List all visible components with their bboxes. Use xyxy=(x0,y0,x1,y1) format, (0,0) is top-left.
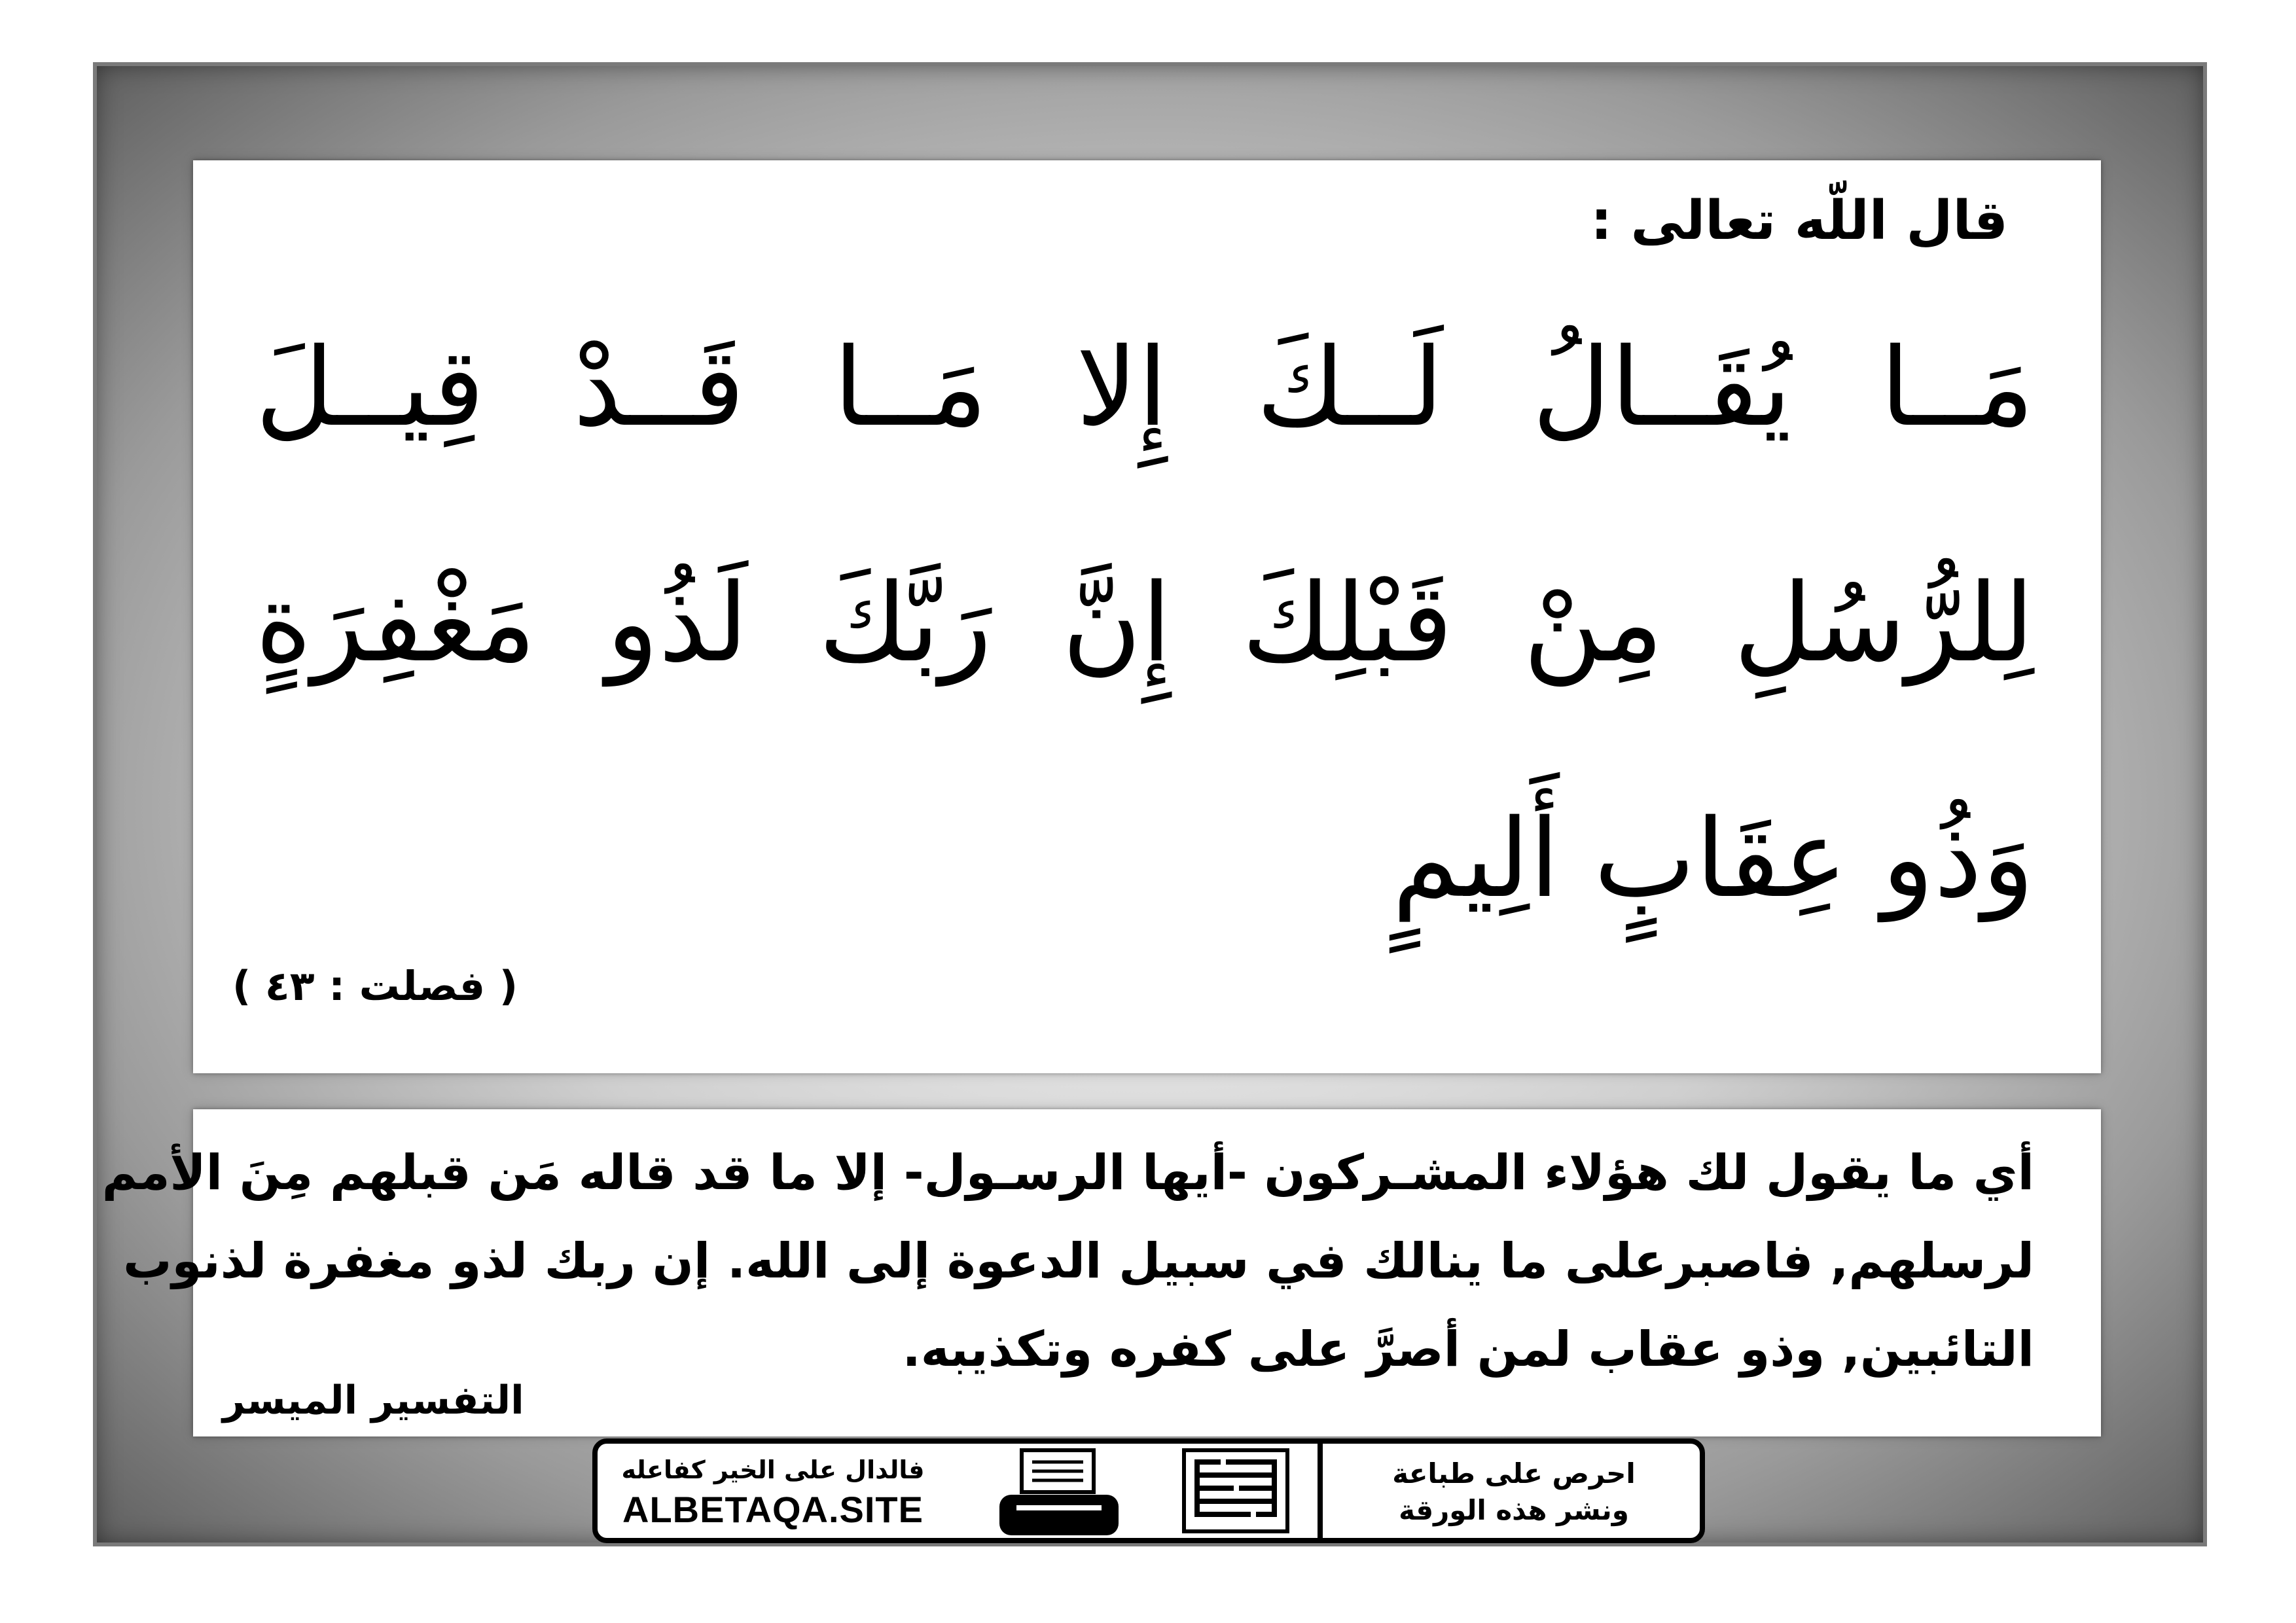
footer-saying: فالدال على الخير كفاعله xyxy=(621,1455,925,1484)
dawah-logo xyxy=(1174,1444,1298,1538)
printer-icon xyxy=(997,1448,1121,1539)
tafsir-line-2: لرسلهم, فاصبرعلى ما ينالك في سبيل الدعوة إلى الله. إن ربك لذو مغفرة لذنوب xyxy=(123,1233,2034,1289)
verse-line-1: مَــا يُقَــالُ لَــكَ إِلا مَــا قَــدْ قِيــلَ xyxy=(255,325,2034,450)
tafsir-line-3: التائبين, وذو عقاب لمن أصرَّ على كفره وتكذيبه. xyxy=(902,1321,2034,1378)
footer-bar xyxy=(592,1438,1705,1543)
intro-text: قال اللّه تعالى : xyxy=(1590,190,2008,252)
footer-left-block xyxy=(616,1455,930,1531)
verse-line-3: وَذُو عِقَابٍ أَلِيمٍ xyxy=(1392,796,2034,921)
footer-print-line-1: احرص على طباعة xyxy=(1392,1457,1636,1489)
tafsir-reference: التفسير الميسر xyxy=(223,1378,524,1423)
verse-line-2: لِلرُّسُلِ مِنْ قَبْلِكَ إِنَّ رَبَّكَ لَذُو مَغْفِرَةٍ xyxy=(255,560,2034,686)
tafsir-line-1: أي ما يقول لك هؤلاء المشـركون -أيها الرسـول- إلا ما قد قاله مَن قبلهم مِنَ الأمم xyxy=(101,1145,2034,1201)
footer-divider xyxy=(1318,1444,1323,1538)
verse-source: ( فصلت : ٤٣ ) xyxy=(232,962,518,1010)
footer-print-line-2: ونشر هذه الورقة xyxy=(1399,1494,1629,1526)
footer-site-link[interactable]: ALBETAQA.SITE xyxy=(622,1489,924,1530)
footer-right-block xyxy=(1344,1455,1684,1529)
